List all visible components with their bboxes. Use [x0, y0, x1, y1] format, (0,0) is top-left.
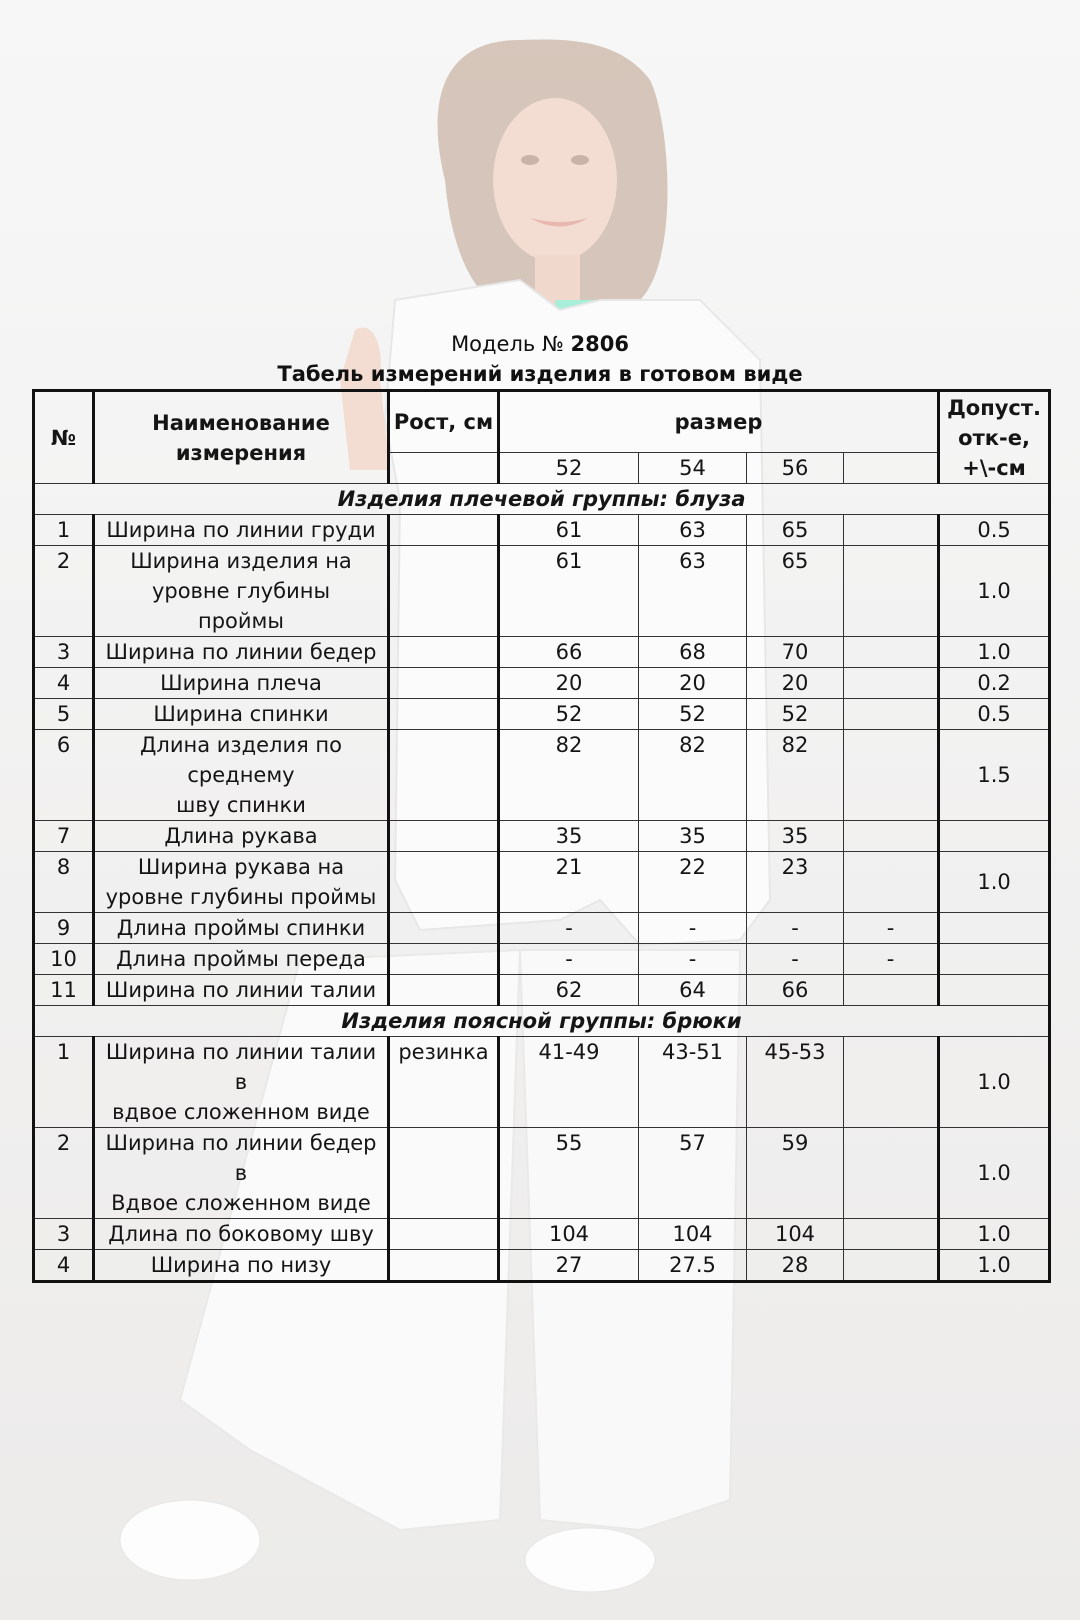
row-tolerance: 1.0	[939, 1250, 1050, 1282]
row-value-52: 52	[499, 699, 639, 730]
row-value-extra	[844, 668, 939, 699]
section-header	[34, 1006, 1050, 1037]
section-title: Изделия плечевой группы: блуза	[34, 484, 1050, 515]
row-value-56: -	[747, 944, 844, 975]
row-name: Ширина по линии бедер в Вдвое сложенном виде	[94, 1128, 389, 1219]
row-value-extra	[844, 1250, 939, 1282]
table-row	[34, 1250, 1050, 1282]
table-row	[34, 1219, 1050, 1250]
row-value-56: 45-53	[747, 1037, 844, 1128]
row-tolerance: 0.2	[939, 668, 1050, 699]
row-height	[389, 730, 499, 821]
table-row	[34, 852, 1050, 913]
row-height	[389, 546, 499, 637]
row-name: Ширина по линии талии в вдвое сложенном виде	[94, 1037, 389, 1128]
row-tolerance: 1.0	[939, 1128, 1050, 1219]
model-title	[0, 330, 1080, 358]
row-value-54: -	[639, 944, 747, 975]
row-value-52: 66	[499, 637, 639, 668]
row-name: Ширина по низу	[94, 1250, 389, 1282]
row-value-extra: -	[844, 913, 939, 944]
row-name: Длина рукава	[94, 821, 389, 852]
row-name: Ширина изделия на уровне глубины проймы	[94, 546, 389, 637]
row-value-extra	[844, 637, 939, 668]
row-name: Ширина по линии талии	[94, 975, 389, 1006]
row-value-56: 59	[747, 1128, 844, 1219]
table-row	[34, 975, 1050, 1006]
header-size-52: 52	[499, 453, 639, 484]
row-height	[389, 1250, 499, 1282]
header-size-54: 54	[639, 453, 747, 484]
row-value-56: 52	[747, 699, 844, 730]
row-name: Ширина рукава на уровне глубины проймы	[94, 852, 389, 913]
row-value-54: 82	[639, 730, 747, 821]
row-num: 2	[34, 546, 94, 637]
row-name: Ширина по линии бедер	[94, 637, 389, 668]
row-value-extra	[844, 1037, 939, 1128]
row-value-54: 57	[639, 1128, 747, 1219]
row-height	[389, 975, 499, 1006]
row-value-54: 68	[639, 637, 747, 668]
row-num: 5	[34, 699, 94, 730]
row-num: 3	[34, 1219, 94, 1250]
header-size-extra	[844, 453, 939, 484]
row-tolerance: 1.0	[939, 546, 1050, 637]
row-height	[389, 1128, 499, 1219]
row-height	[389, 821, 499, 852]
table-subtitle: Табель измерений изделия в готовом виде	[277, 362, 803, 386]
row-value-54: 43-51	[639, 1037, 747, 1128]
row-value-56: 28	[747, 1250, 844, 1282]
row-height	[389, 852, 499, 913]
row-tolerance: 1.0	[939, 1219, 1050, 1250]
header-name: Наименование измерения	[94, 391, 389, 484]
row-value-56: 66	[747, 975, 844, 1006]
row-name: Ширина по линии груди	[94, 515, 389, 546]
row-value-52: 104	[499, 1219, 639, 1250]
row-value-extra	[844, 975, 939, 1006]
row-height	[389, 913, 499, 944]
table-row	[34, 1037, 1050, 1128]
row-num: 8	[34, 852, 94, 913]
row-tolerance	[939, 913, 1050, 944]
row-value-56: 82	[747, 730, 844, 821]
table-row	[34, 515, 1050, 546]
row-name: Ширина спинки	[94, 699, 389, 730]
table-row	[34, 821, 1050, 852]
row-value-extra	[844, 699, 939, 730]
row-value-54: 104	[639, 1219, 747, 1250]
header-height: Рост, см	[389, 391, 499, 453]
header-num: №	[34, 391, 94, 484]
row-tolerance	[939, 975, 1050, 1006]
row-value-52: 61	[499, 515, 639, 546]
row-tolerance	[939, 944, 1050, 975]
row-value-extra	[844, 730, 939, 821]
row-num: 3	[34, 637, 94, 668]
row-tolerance: 0.5	[939, 515, 1050, 546]
row-num: 2	[34, 1128, 94, 1219]
row-value-extra: -	[844, 944, 939, 975]
row-name: Длина проймы переда	[94, 944, 389, 975]
row-value-52: 27	[499, 1250, 639, 1282]
row-name: Длина проймы спинки	[94, 913, 389, 944]
row-value-extra	[844, 1128, 939, 1219]
row-value-52: -	[499, 913, 639, 944]
row-value-56: 23	[747, 852, 844, 913]
row-value-54: 35	[639, 821, 747, 852]
row-value-54: 63	[639, 515, 747, 546]
table-row	[34, 546, 1050, 637]
row-num: 6	[34, 730, 94, 821]
table-row	[34, 668, 1050, 699]
row-value-extra	[844, 515, 939, 546]
row-value-56: 104	[747, 1219, 844, 1250]
row-num: 7	[34, 821, 94, 852]
row-value-52: 61	[499, 546, 639, 637]
row-tolerance: 1.0	[939, 637, 1050, 668]
row-tolerance: 1.0	[939, 1037, 1050, 1128]
table-row	[34, 637, 1050, 668]
row-value-52: 82	[499, 730, 639, 821]
row-value-54: 22	[639, 852, 747, 913]
row-value-54: 27.5	[639, 1250, 747, 1282]
row-value-56: 65	[747, 515, 844, 546]
row-num: 4	[34, 1250, 94, 1282]
row-value-56: 65	[747, 546, 844, 637]
row-name: Длина по боковому шву	[94, 1219, 389, 1250]
row-height	[389, 637, 499, 668]
row-num: 10	[34, 944, 94, 975]
row-value-52: 55	[499, 1128, 639, 1219]
row-value-52: 62	[499, 975, 639, 1006]
measurement-table	[32, 389, 1051, 1283]
table-row	[34, 944, 1050, 975]
row-height: резинка	[389, 1037, 499, 1128]
row-value-54: 52	[639, 699, 747, 730]
model-number: 2806	[570, 332, 629, 356]
row-num: 1	[34, 515, 94, 546]
row-value-56: -	[747, 913, 844, 944]
table-row	[34, 730, 1050, 821]
row-value-extra	[844, 1219, 939, 1250]
row-tolerance: 0.5	[939, 699, 1050, 730]
row-height	[389, 515, 499, 546]
row-value-54: 20	[639, 668, 747, 699]
table-row	[34, 699, 1050, 730]
section-title: Изделия поясной группы: брюки	[34, 1006, 1050, 1037]
header-size-56: 56	[747, 453, 844, 484]
row-value-extra	[844, 821, 939, 852]
section-header	[34, 484, 1050, 515]
row-height	[389, 699, 499, 730]
row-tolerance: 1.5	[939, 730, 1050, 821]
row-num: 9	[34, 913, 94, 944]
row-value-56: 70	[747, 637, 844, 668]
row-num: 4	[34, 668, 94, 699]
row-value-56: 20	[747, 668, 844, 699]
row-num: 1	[34, 1037, 94, 1128]
row-value-54: 63	[639, 546, 747, 637]
row-value-52: 20	[499, 668, 639, 699]
row-value-extra	[844, 546, 939, 637]
row-value-52: 41-49	[499, 1037, 639, 1128]
row-name: Длина изделия по среднему шву спинки	[94, 730, 389, 821]
model-prefix: Модель №	[451, 332, 564, 356]
row-tolerance: 1.0	[939, 852, 1050, 913]
table-row	[34, 913, 1050, 944]
row-value-56: 35	[747, 821, 844, 852]
row-height	[389, 944, 499, 975]
row-value-52: 35	[499, 821, 639, 852]
row-value-extra	[844, 852, 939, 913]
row-num: 11	[34, 975, 94, 1006]
row-name: Ширина плеча	[94, 668, 389, 699]
row-value-54: -	[639, 913, 747, 944]
row-value-54: 64	[639, 975, 747, 1006]
header-tolerance: Допуст. отк-е, +\-см	[939, 391, 1050, 484]
row-height	[389, 1219, 499, 1250]
header-height-blank	[389, 453, 499, 484]
row-tolerance	[939, 821, 1050, 852]
header-size: размер	[499, 391, 939, 453]
row-value-52: -	[499, 944, 639, 975]
row-value-52: 21	[499, 852, 639, 913]
row-height	[389, 668, 499, 699]
table-row	[34, 1128, 1050, 1219]
